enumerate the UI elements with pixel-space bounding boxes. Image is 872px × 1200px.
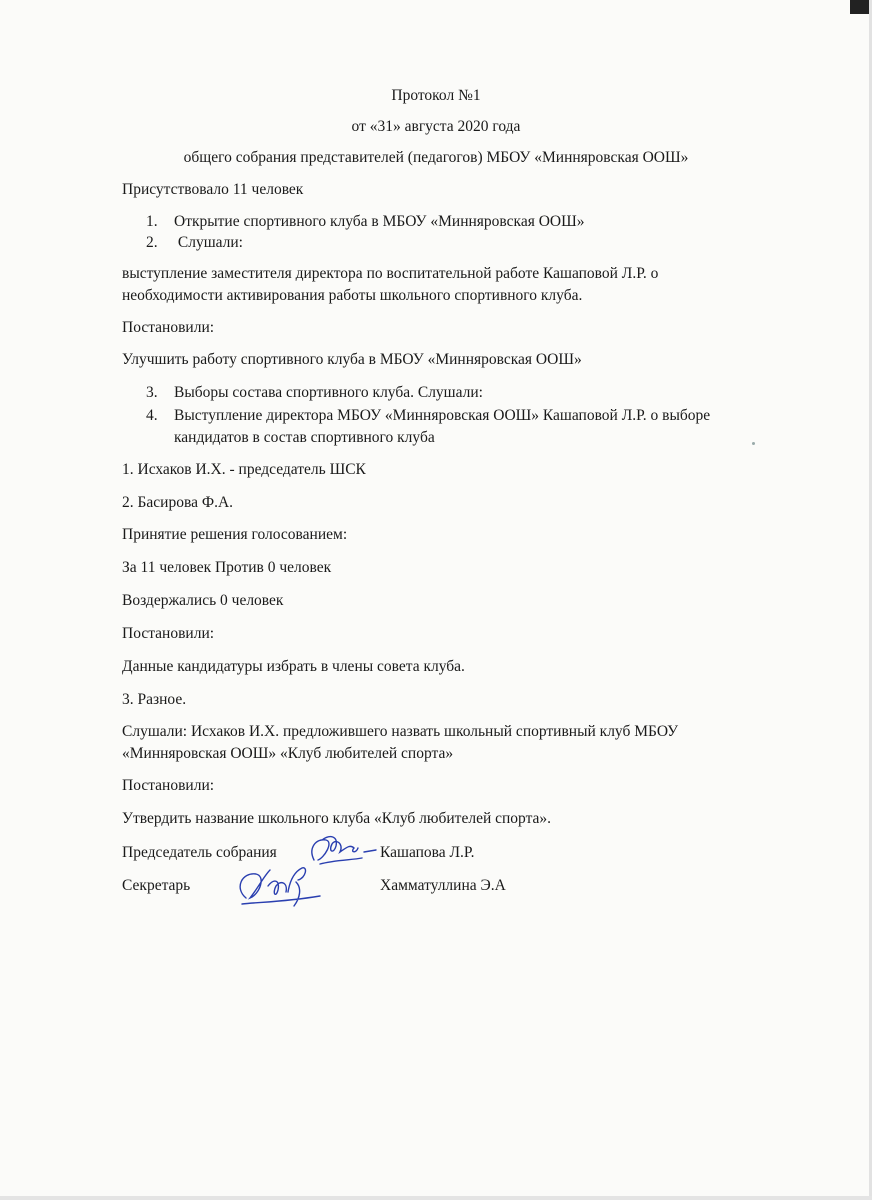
speech-line-1: выступление заместителя директора по воспитательной работе Кашаповой Л.Р. о [122, 265, 659, 282]
secretary-name: Хамматуллина Э.А [380, 877, 506, 894]
attendance-line: Присутствовало 11 человек [122, 181, 304, 198]
vote-for-against: За 11 человек Против 0 человек [122, 559, 332, 576]
agenda-item-3 [146, 383, 483, 402]
protocol-subtitle: общего собрания представителей (педагогов) МБОУ «Минняровская ООШ» [183, 149, 689, 166]
agenda-item-number: 4. [146, 407, 158, 424]
chair-name: Кашапова Л.Р. [380, 844, 475, 861]
resolution-2: Данные кандидатуры избрать в члены совета клуба. [122, 658, 465, 675]
scan-edge-bottom [0, 1196, 872, 1200]
chair-label: Председатель собрания [122, 844, 277, 861]
agenda-item-number: 3. [146, 384, 158, 401]
resolution-1: Улучшить работу спортивного клуба в МБОУ «Минняровская ООШ» [122, 351, 582, 368]
agenda-item-number: 2. [146, 234, 158, 251]
agenda-item-text: Слушали: [174, 234, 243, 251]
agenda-item-1 [146, 212, 585, 231]
protocol-title: Протокол №1 [391, 87, 481, 104]
heard-line-2: «Минняровская ООШ» «Клуб любителей спорта» [122, 745, 454, 762]
speech-line-2: необходимости активирования работы школьного спортивного клуба. [122, 287, 583, 304]
agenda-item-4 [146, 406, 710, 425]
misc-heading: 3. Разное. [122, 691, 187, 708]
resolution-3: Утвердить название школьного клуба «Клуб любителей спорта». [122, 810, 552, 827]
agenda-item-2 [146, 233, 243, 252]
resolved-label-3: Постановили: [122, 777, 215, 794]
agenda-item-number: 1. [146, 213, 158, 230]
agenda-item-text: Выборы состава спортивного клуба. Слушали: [174, 384, 483, 401]
vote-label: Принятие решения голосованием: [122, 526, 348, 543]
candidate-2: 2. Басирова Ф.А. [122, 494, 234, 511]
heard-line-1: Слушали: Исхаков И.Х. предложившего назвать школьный спортивный клуб МБОУ [122, 723, 679, 740]
vote-abstain: Воздержались 0 человек [122, 592, 284, 609]
secretary-signature [230, 858, 330, 914]
scan-speck [752, 442, 755, 445]
protocol-date: от «31» августа 2020 года [351, 118, 521, 135]
agenda-item-text: Выступление директора МБОУ «Минняровская ООШ» Кашаповой Л.Р. о выборе [174, 407, 711, 424]
resolved-label-1: Постановили: [122, 319, 215, 336]
agenda-item-4-continuation: кандидатов в состав спортивного клуба [174, 429, 435, 446]
resolved-label-2: Постановили: [122, 625, 215, 642]
secretary-label: Секретарь [122, 877, 191, 894]
candidate-1: 1. Исхаков И.Х. - председатель ШСК [122, 461, 366, 478]
agenda-item-text: Открытие спортивного клуба в МБОУ «Минняровская ООШ» [174, 213, 585, 230]
